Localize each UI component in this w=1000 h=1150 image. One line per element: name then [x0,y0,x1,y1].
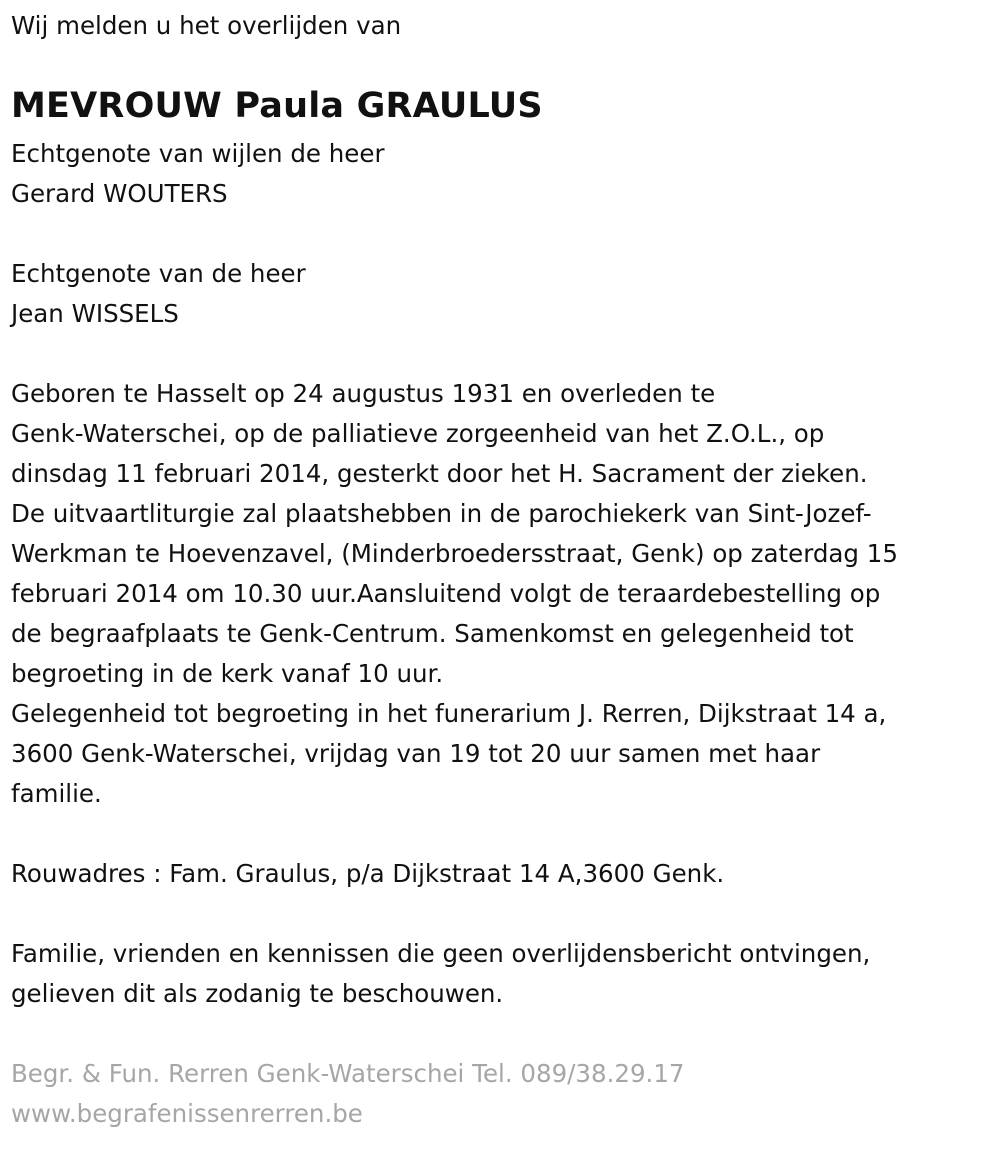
relation-spouse-name: Jean WISSELS [11,299,179,328]
relation-widow-label: Echtgenote van wijlen de heer [11,139,385,168]
footer [11,1054,685,1134]
details-paragraph [11,374,898,814]
details-line: familie. [11,779,102,808]
funeral-home-contact: Begr. & Fun. Rerren Genk-Waterschei Tel. 089/38.29.17 [11,1059,685,1088]
intro-text: Wij melden u het overlijden van [11,11,402,40]
details-line: Geboren te Hasselt op 24 augustus 1931 en overleden te [11,379,716,408]
details-line: Genk-Waterschei, op de palliatieve zorgeenheid van het Z.O.L., op [11,419,825,448]
mourning-address [11,854,724,894]
mourning-address-text: Rouwadres : Fam. Graulus, p/a Dijkstraat 14 A,3600 Genk. [11,859,725,888]
notice-line: gelieven dit als zodanig te beschouwen. [11,979,504,1008]
deceased-name: MEVROUW Paula GRAULUS [11,86,543,126]
details-line: de begraafplaats te Genk-Centrum. Samenkomst en gelegenheid tot [11,619,854,648]
relation-spouse-block [11,254,306,334]
details-line: Werkman te Hoevenzavel, (Minderbroedersstraat, Genk) op zaterdag 15 [11,539,898,568]
details-line: februari 2014 om 10.30 uur.Aansluitend volgt de teraardebestelling op [11,579,881,608]
relation-widow-name: Gerard WOUTERS [11,179,228,208]
notice-line: Familie, vrienden en kennissen die geen overlijdensbericht ontvingen, [11,939,871,968]
funeral-home-website: www.begrafenissenrerren.be [11,1099,363,1128]
details-line: De uitvaartliturgie zal plaatshebben in de parochiekerk van Sint-Jozef- [11,499,872,528]
relation-widow-block [11,134,385,214]
details-line: dinsdag 11 februari 2014, gesterkt door het H. Sacrament der zieken. [11,459,868,488]
details-line: begroeting in de kerk vanaf 10 uur. [11,659,444,688]
notice-paragraph [11,934,870,1014]
details-line: Gelegenheid tot begroeting in het funerarium J. Rerren, Dijkstraat 14 a, [11,699,887,728]
details-line: 3600 Genk-Waterschei, vrijdag van 19 tot 20 uur samen met haar [11,739,821,768]
relation-spouse-label: Echtgenote van de heer [11,259,306,288]
